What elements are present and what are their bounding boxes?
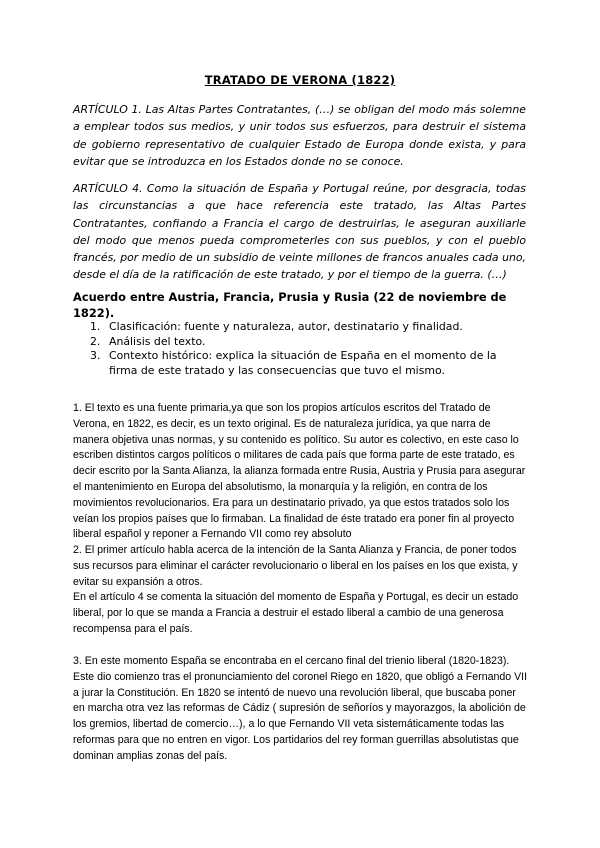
answer-1 [73,401,528,543]
question-item [73,320,526,335]
answer-1-paragraph: 1. El texto es una fuente primaria,ya que son los propios artículos escritos del Tratado de Verona, en 1822, es decir, es un texto original. Es de naturaleza jurídica, ya que narra de manera objetiva unas normas, y su contenido es político. Su autor es colectivo, en este caso lo escriben distintos cargos políticos o militares de cada país que forma parte de este tratado, es decir escrito por la Santa Alianza, la alianza formada entre Rusia, Austria y Prusia para asegurar el mantenimiento en Europa del absolutismo, la monarquía y la religión, en contra de los movimientos revolucionarios. Era para un destinatario privado, ya que estos tratados solo los veían los propios países que lo firmaban. La finalidad de éste tratado era poner fin al proyecto liberal español y reponer a Fernando VII como rey absoluto [73,402,526,541]
answer-2-paragraph-1: 2. El primer artículo habla acerca de la intención de la Santa Alianza y Francia, de poner todos sus recursos para eliminar el carácter revolucionario o liberal en los países en los que exista, y evitar su expansión a otros. [73,544,518,588]
question-text: Contexto histórico: explica la situación de España en el momento de la firma de este tratado y las consecuencias que tuvo el mismo. [109,349,497,377]
answer-2-paragraph-2: En el artículo 4 se comenta la situación del momento de España y Portugal, es decir un estado liberal, por lo que se manda a Francia a destruir el estado liberal a cambio de una generosa recompensa para el país. [73,591,519,635]
question-number: 2. [90,334,101,348]
agreement-heading: Acuerdo entre Austria, Francia, Prusia y Rusia (22 de noviembre de 1822). [73,290,507,320]
question-list [73,320,526,378]
document-title: TRATADO DE VERONA (1822) [204,73,396,87]
article-1-quote: ARTÍCULO 1. Las Altas Partes Contratantes, (…) se obligan del modo más solemne a emplear todos sus medios, y unir todos sus esfuerzos, para destruir el sistema de gobierno representativo de cualquier Estado de Europa donde exista, y para evitar que se introduzca en los Estados donde no se conoce. [73,103,526,168]
question-text: Análisis del texto. [109,334,206,348]
answer-2 [73,543,528,638]
question-item [73,335,526,350]
question-number: 3. [90,349,101,362]
answer-3 [73,654,528,765]
question-item [73,349,526,378]
article-4-quote: ARTÍCULO 4. Como la situación de España y Portugal reúne, por desgracia, todas las circunstancias a que hace referencia este tratado, las Altas Partes Contratantes, confiando a Francia el cargo de destruirlas, le aseguran auxiliarle del modo que menos pueda comprometerles con sus pueblos, y con el pueblo francés, por medio de un subsidio de veinte millones de francos anuales cada uno, desde el día de la ratificación de este tratado, y por el tiempo de la guerra. (…) [73,182,526,282]
question-number: 1. [90,320,101,333]
answer-3-paragraph: 3. En este momento España se encontraba en el cercano final del trienio liberal (1820-1823). Este dio comienzo tras el pronunciamiento del coronel Riego en 1820, que obligó a Fernando VII a jurar la Constitución. En 1820 se intentó de nuevo una revolución liberal, que buscaba poner en marcha otra vez las reformas de Cádiz ( supresión de señoríos y mayorazgos, la abolición de los gremios, libertad de comercio…), a lo que Fernando VII veta sistemáticamente todas las reformas para que no entren en vigor. Los partidarios del rey forman guerrillas absolutistas que dominan amplias zonas del país. [73,655,528,762]
question-text: Clasificación: fuente y naturaleza, autor, destinatario y finalidad. [109,320,463,333]
